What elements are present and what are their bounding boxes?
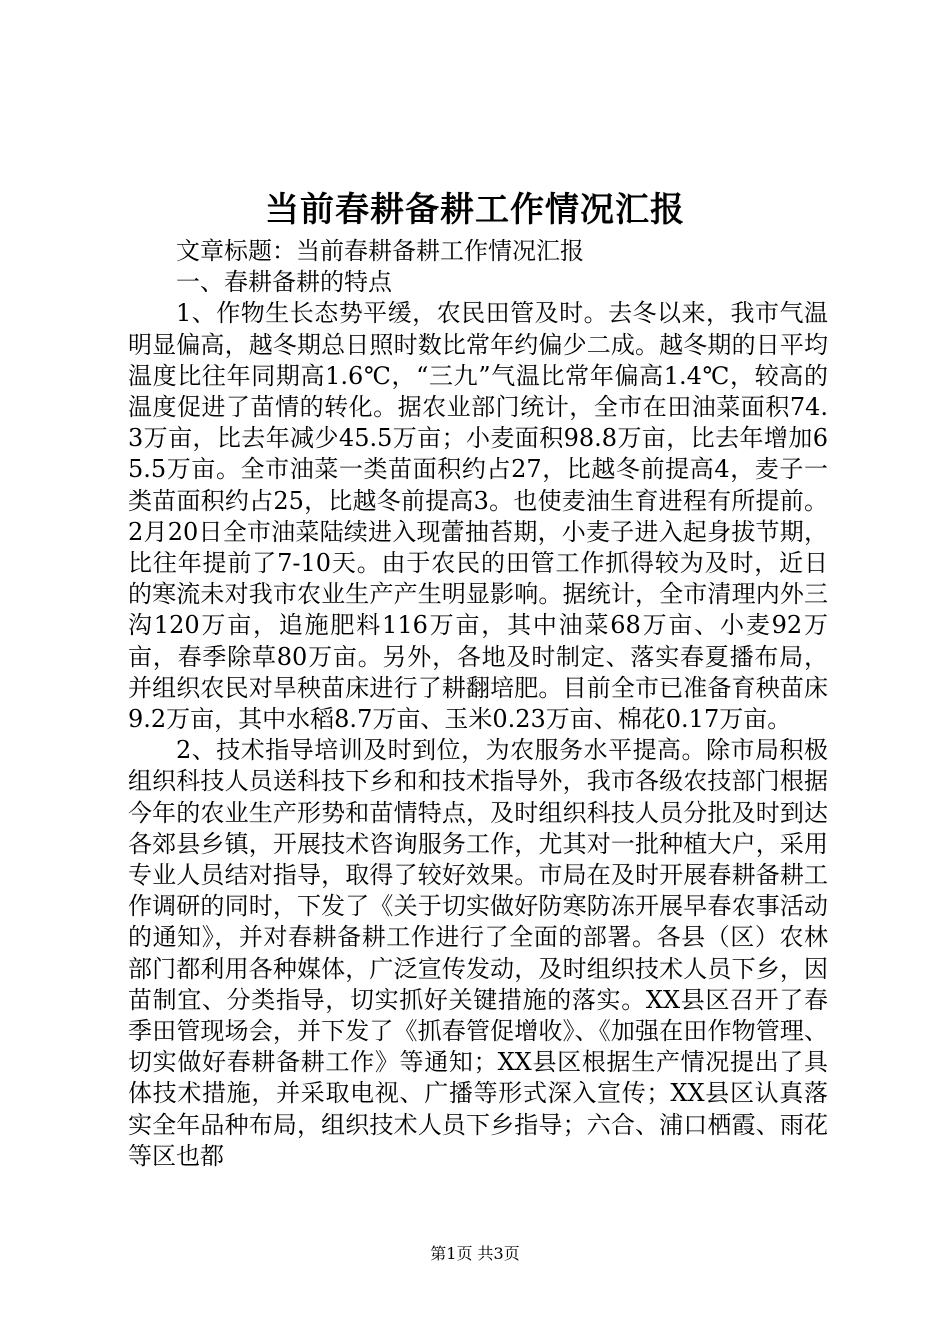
paragraph-1: 1、作物生长态势平缓，农民田管及时。去冬以来，我市气温明显偏高，越冬期总日照时数比常年约偏少二成。越冬期的日平均温度比往年同期高1.6℃，“三九”气温比常年偏高1.4℃，较高的温度促进了苗情的转化。据农业部门统计，全市在田油菜面积74.3万亩，比去年减少45.5万亩；小麦面积98.8万亩，比去年增加65.5万亩。全市油菜一类苗面积约占27，比越冬前提高4，麦子一类苗面积约占25，比越冬前提高3。也使麦油生育进程有所提前。2月20日全市油菜陆续进入现蕾抽苔期，小麦子进入起身拔节期，比往年提前了7-10天。由于农民的田管工作抓得较为及时，近日的寒流未对我市农业生产产生明显影响。据统计，全市清理内外三沟120万亩，追施肥料116万亩，其中油菜68万亩、小麦92万亩，春季除草80万亩。另外，各地及时制定、落实春夏播布局，并组织农民对旱秧苗床进行了耕翻培肥。目前全市已准备育秧苗床9.2万亩，其中水稻8.7万亩、玉米0.23万亩、棉花0.17万亩。 bbox=[128, 299, 828, 734]
document-title: 当前春耕备耕工作情况汇报 bbox=[265, 190, 685, 230]
document-body bbox=[128, 236, 828, 1172]
article-title-line: 文章标题：当前春耕备耕工作情况汇报 bbox=[176, 237, 584, 265]
page-footer: 第1页 共3页 bbox=[430, 1244, 520, 1263]
paragraph-2: 2、技术指导培训及时到位，为农服务水平提高。除市局积极组织科技人员送科技下乡和和技术指导外，我市各级农技部门根据今年的农业生产形势和苗情特点，及时组织科技人员分批及时到达各郊县乡镇，开展技术咨询服务工作，尤其对一批种植大户，采用专业人员结对指导，取得了较好效果。市局在及时开展春耕备耕工作调研的同时，下发了《关于切实做好防寒防冻开展早春农事活动的通知》，并对春耕备耕工作进行了全面的部署。各县（区）农林部门都利用各种媒体，广泛宣传发动，及时组织技术人员下乡，因苗制宜、分类指导，切实抓好关键措施的落实。XX县区召开了春季田管现场会，并下发了《抓春管促增收》、《加强在田作物管理、切实做好春耕备耕工作》等通知；XX县区根据生产情况提出了具体技术措施，并采取电视、广播等形式深入宣传；XX县区认真落实全年品种布局，组织技术人员下乡指导；六合、浦口栖霞、雨花等区也都 bbox=[128, 736, 828, 1170]
section-heading: 一、春耕备耕的特点 bbox=[176, 268, 392, 297]
